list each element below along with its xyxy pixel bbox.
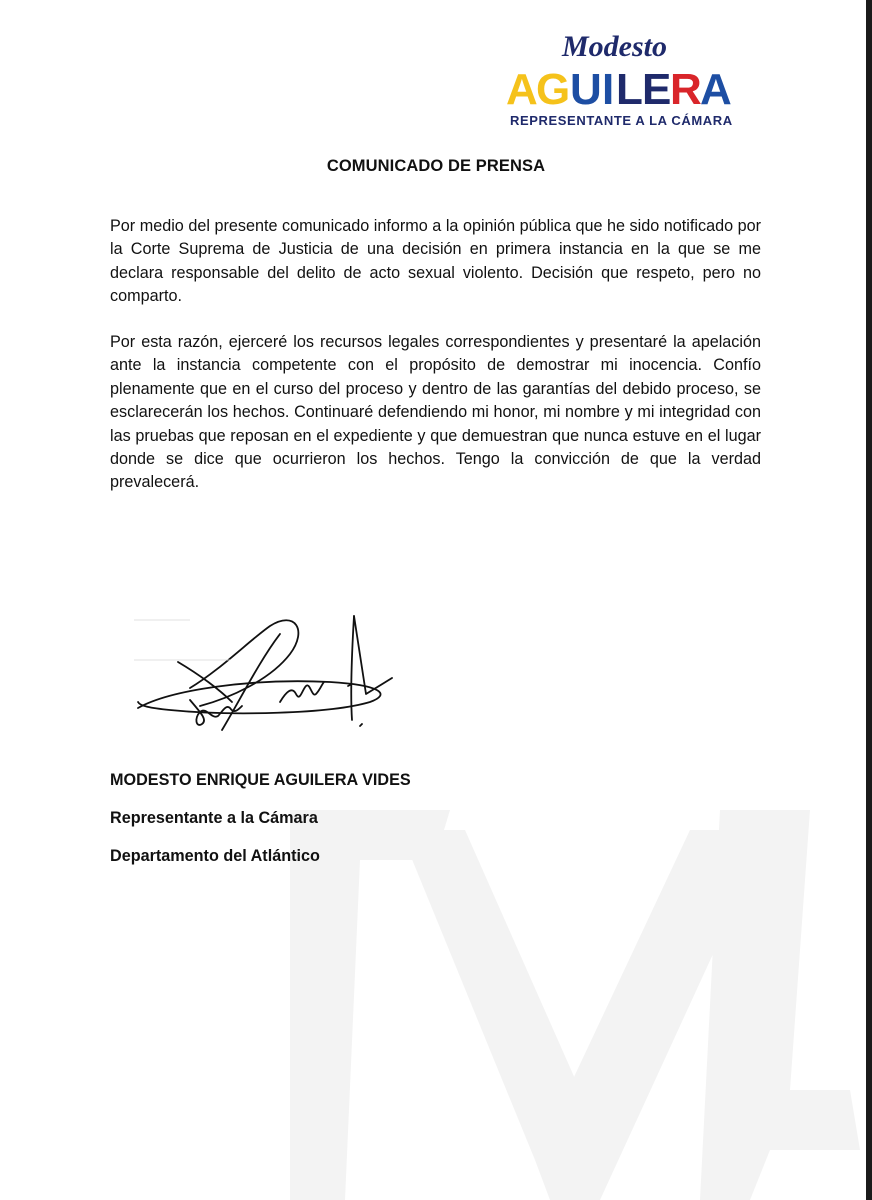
m-monogram-watermark-icon (250, 790, 872, 1200)
svg-text:L: L (616, 65, 643, 114)
paragraph-2: Por esta razón, ejerceré los recursos legales correspondientes y presentaré la apelación ante la instancia competente con el propósito de demostrar mi inocencia. Confío plenamente que en el curso del proceso y dentro de las garantías del debido proceso, se esclarecerán los hechos. Continuaré defendiendo mi honor, mi nombre y mi integridad con las pruebas que reposan en el expediente y que demuestran que nunca estuve en el lugar donde se dice que ocurrieron los hechos. Tengo la convicción de que la verdad prevalecerá. (110, 333, 761, 492)
svg-text:A: A (506, 65, 538, 114)
svg-text:I: I (602, 65, 615, 114)
svg-text:U: U (570, 65, 602, 114)
signatory-role: Representante a la Cámara (110, 809, 318, 827)
svg-text:R: R (670, 65, 702, 114)
svg-text:A: A (700, 65, 732, 114)
logo-first-name: Modesto (562, 30, 667, 63)
logo-subtitle: REPRESENTANTE A LA CÁMARA (510, 113, 733, 128)
svg-text:E: E (642, 65, 672, 114)
paragraph-1: Por medio del presente comunicado informo a la opinión pública que he sido notificado por la Corte Suprema de Justicia de una decisión en primera instancia en la que se me declara responsable del delito de acto sexual violento. Decisión que respeto, pero no comparto. (110, 217, 761, 306)
svg-text:G: G (536, 65, 571, 114)
page-edge (866, 0, 872, 1200)
signatory-name: MODESTO ENRIQUE AGUILERA VIDES (110, 771, 411, 789)
signatory-department: Departamento del Atlántico (110, 847, 320, 865)
logo-last-name (506, 65, 732, 114)
candidate-logo (498, 22, 748, 132)
document-title: COMUNICADO DE PRENSA (326, 157, 546, 175)
handwritten-signature (130, 590, 398, 740)
